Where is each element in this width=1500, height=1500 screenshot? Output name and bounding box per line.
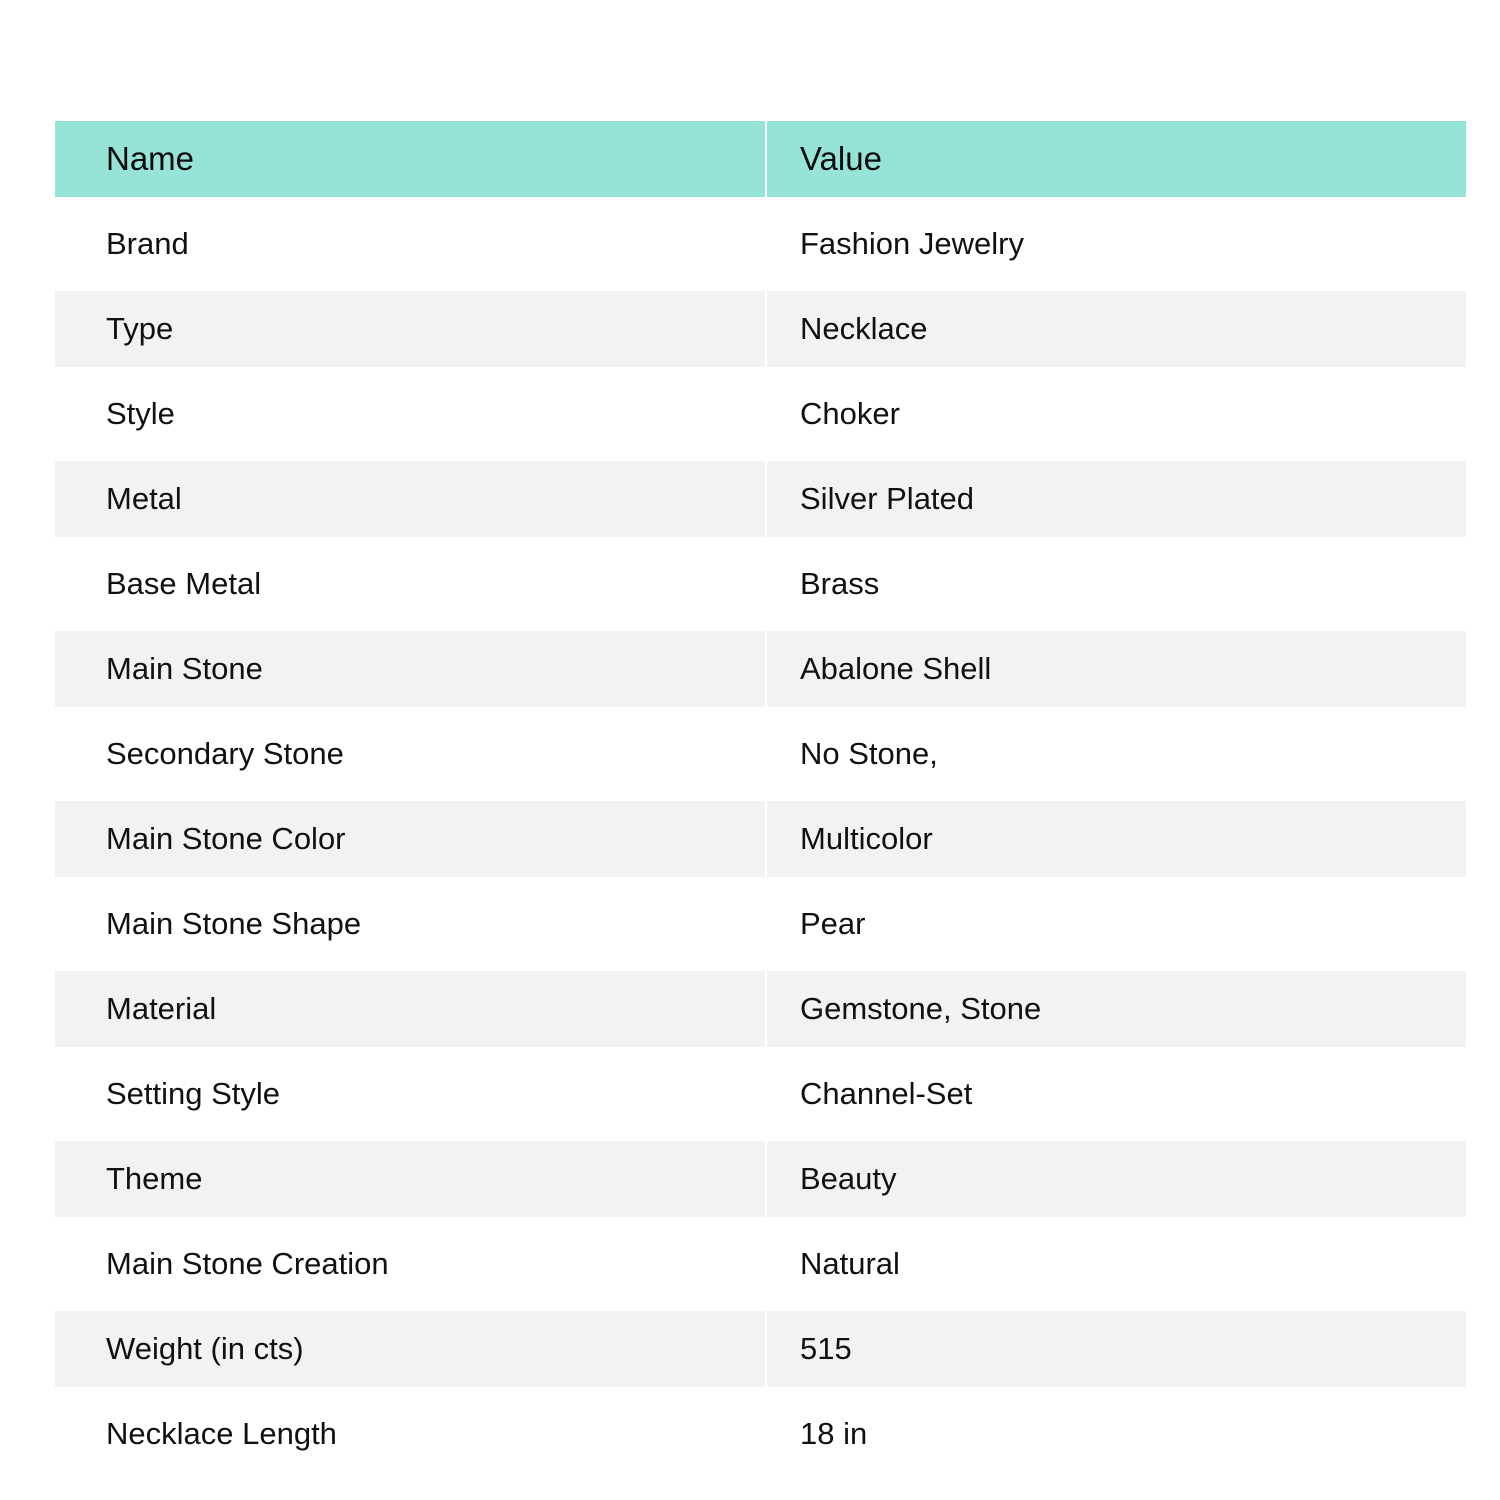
row-value-cell: Choker [800, 396, 900, 431]
row-value-cell: Fashion Jewelry [800, 226, 1024, 261]
row-name-cell: Setting Style [55, 1047, 766, 1141]
row-value-cell: Pear [800, 906, 866, 941]
row-name-cell: Metal [55, 461, 766, 537]
row-value-cell: Necklace [766, 291, 1466, 367]
table-row [55, 707, 1466, 801]
row-name-cell: Main Stone Color [55, 801, 766, 877]
table-row [55, 1141, 1466, 1217]
table-row [55, 631, 1466, 707]
row-name-cell: Main Stone [55, 631, 766, 707]
row-value-cell: Channel-Set [800, 1076, 973, 1111]
table-header [55, 121, 1466, 197]
column-header-name: Name [55, 121, 766, 197]
row-value-cell: Beauty [766, 1141, 1466, 1217]
specifications-table [55, 121, 1466, 1481]
row-name-cell: Material [55, 971, 766, 1047]
row-name-cell: Necklace Length [55, 1387, 766, 1481]
row-name-cell: Type [55, 291, 766, 367]
table-row [55, 1387, 1466, 1481]
table-row [55, 461, 1466, 537]
header-row [55, 121, 1466, 197]
table-body [55, 197, 1466, 1481]
table-row [55, 801, 1466, 877]
row-name-cell: Theme [55, 1141, 766, 1217]
row-value-cell: 18 in [800, 1416, 868, 1451]
row-name-cell: Base Metal [55, 537, 766, 631]
table-row [55, 537, 1466, 631]
table-row [55, 971, 1466, 1047]
row-name-cell: Brand [55, 197, 766, 291]
table-row [55, 877, 1466, 971]
table-row [55, 291, 1466, 367]
row-value-cell: Multicolor [766, 801, 1466, 877]
row-name-cell: Main Stone Creation [55, 1217, 766, 1311]
row-name-cell: Style [55, 367, 766, 461]
row-value-cell: Brass [800, 566, 880, 601]
row-name-cell: Main Stone Shape [55, 877, 766, 971]
row-value-cell: Silver Plated [766, 461, 1466, 537]
column-header-value: Value [766, 121, 1466, 197]
row-value-cell: 515 [766, 1311, 1466, 1387]
table-row [55, 1047, 1466, 1141]
table-row [55, 367, 1466, 461]
table-row [55, 1217, 1466, 1311]
row-value-cell: Gemstone, Stone [766, 971, 1466, 1047]
row-value-cell: No Stone, [800, 736, 938, 771]
row-value-cell: Natural [800, 1246, 900, 1281]
row-name-cell: Secondary Stone [55, 707, 766, 801]
table-row [55, 1311, 1466, 1387]
row-name-cell: Weight (in cts) [55, 1311, 766, 1387]
row-value-cell: Abalone Shell [766, 631, 1466, 707]
table-row [55, 197, 1466, 291]
